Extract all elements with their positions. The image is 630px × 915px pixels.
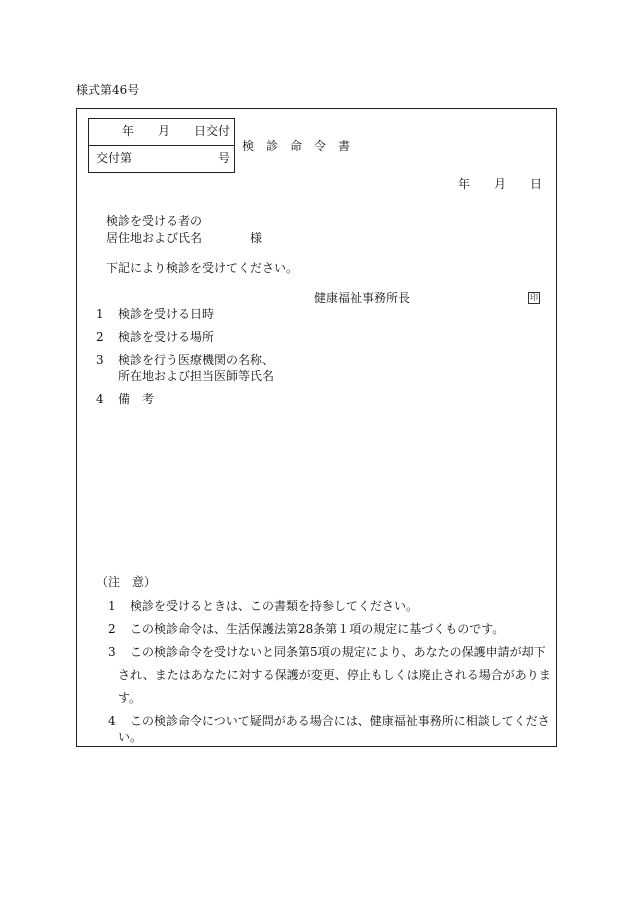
- issue-date-label: 年 月 日交付: [122, 124, 231, 138]
- item-remarks: 備 考: [118, 392, 155, 406]
- seal-stamp: 印: [530, 293, 538, 302]
- instruction-text: 下記により検診を受けてください。: [106, 261, 299, 275]
- issue-number-suffix: 号: [218, 151, 231, 165]
- issuer-name: 健康福祉事務所長: [314, 291, 411, 305]
- recipient-label-line1: 検診を受ける者の: [106, 214, 203, 228]
- note-text-continued: され、またはあなたに対する保護が変更、停止もしくは廃止される場合がありま: [118, 668, 551, 682]
- item-exam-location: 検診を受ける場所: [118, 330, 215, 344]
- item-number: 3: [96, 353, 104, 367]
- document-title: 検 診 命 令 書: [242, 139, 351, 153]
- note-text: この検診命令を受けないと同条第5項の規定により、あなたの保護申請が却下: [130, 645, 546, 659]
- note-text: この検診命令について疑問がある場合には、健康福祉事務所に相談してくださ: [130, 714, 550, 728]
- note-number: 1: [108, 599, 116, 613]
- recipient-label-line2: 居住地および氏名: [106, 231, 203, 245]
- note-text: 検診を受けるときは、この書類を持参してください。: [130, 599, 419, 613]
- note-text-continued: い。: [118, 730, 143, 744]
- note-text-continued: す。: [118, 691, 142, 705]
- item-exam-datetime: 検診を受ける日時: [118, 307, 215, 321]
- document-date: 年 月 日: [458, 177, 543, 191]
- item-medical-institution-line2: 所在地および担当医師等氏名: [118, 369, 275, 383]
- item-number: 1: [96, 307, 104, 321]
- form-number: 様式第46号: [76, 83, 140, 97]
- item-number: 2: [96, 330, 104, 344]
- issue-number-prefix: 交付第: [96, 151, 133, 165]
- issue-box-divider: [88, 145, 234, 146]
- note-number: 4: [108, 714, 116, 728]
- note-text: この検診命令は、生活保護法第28条第１項の規定に基づくものです。: [130, 622, 505, 636]
- notes-heading: （注 意）: [96, 575, 157, 589]
- item-number: 4: [96, 392, 104, 406]
- note-number: 2: [108, 622, 116, 636]
- recipient-honorific: 様: [250, 231, 263, 245]
- item-medical-institution-line1: 検診を行う医療機関の名称、: [118, 353, 275, 367]
- note-number: 3: [108, 645, 116, 659]
